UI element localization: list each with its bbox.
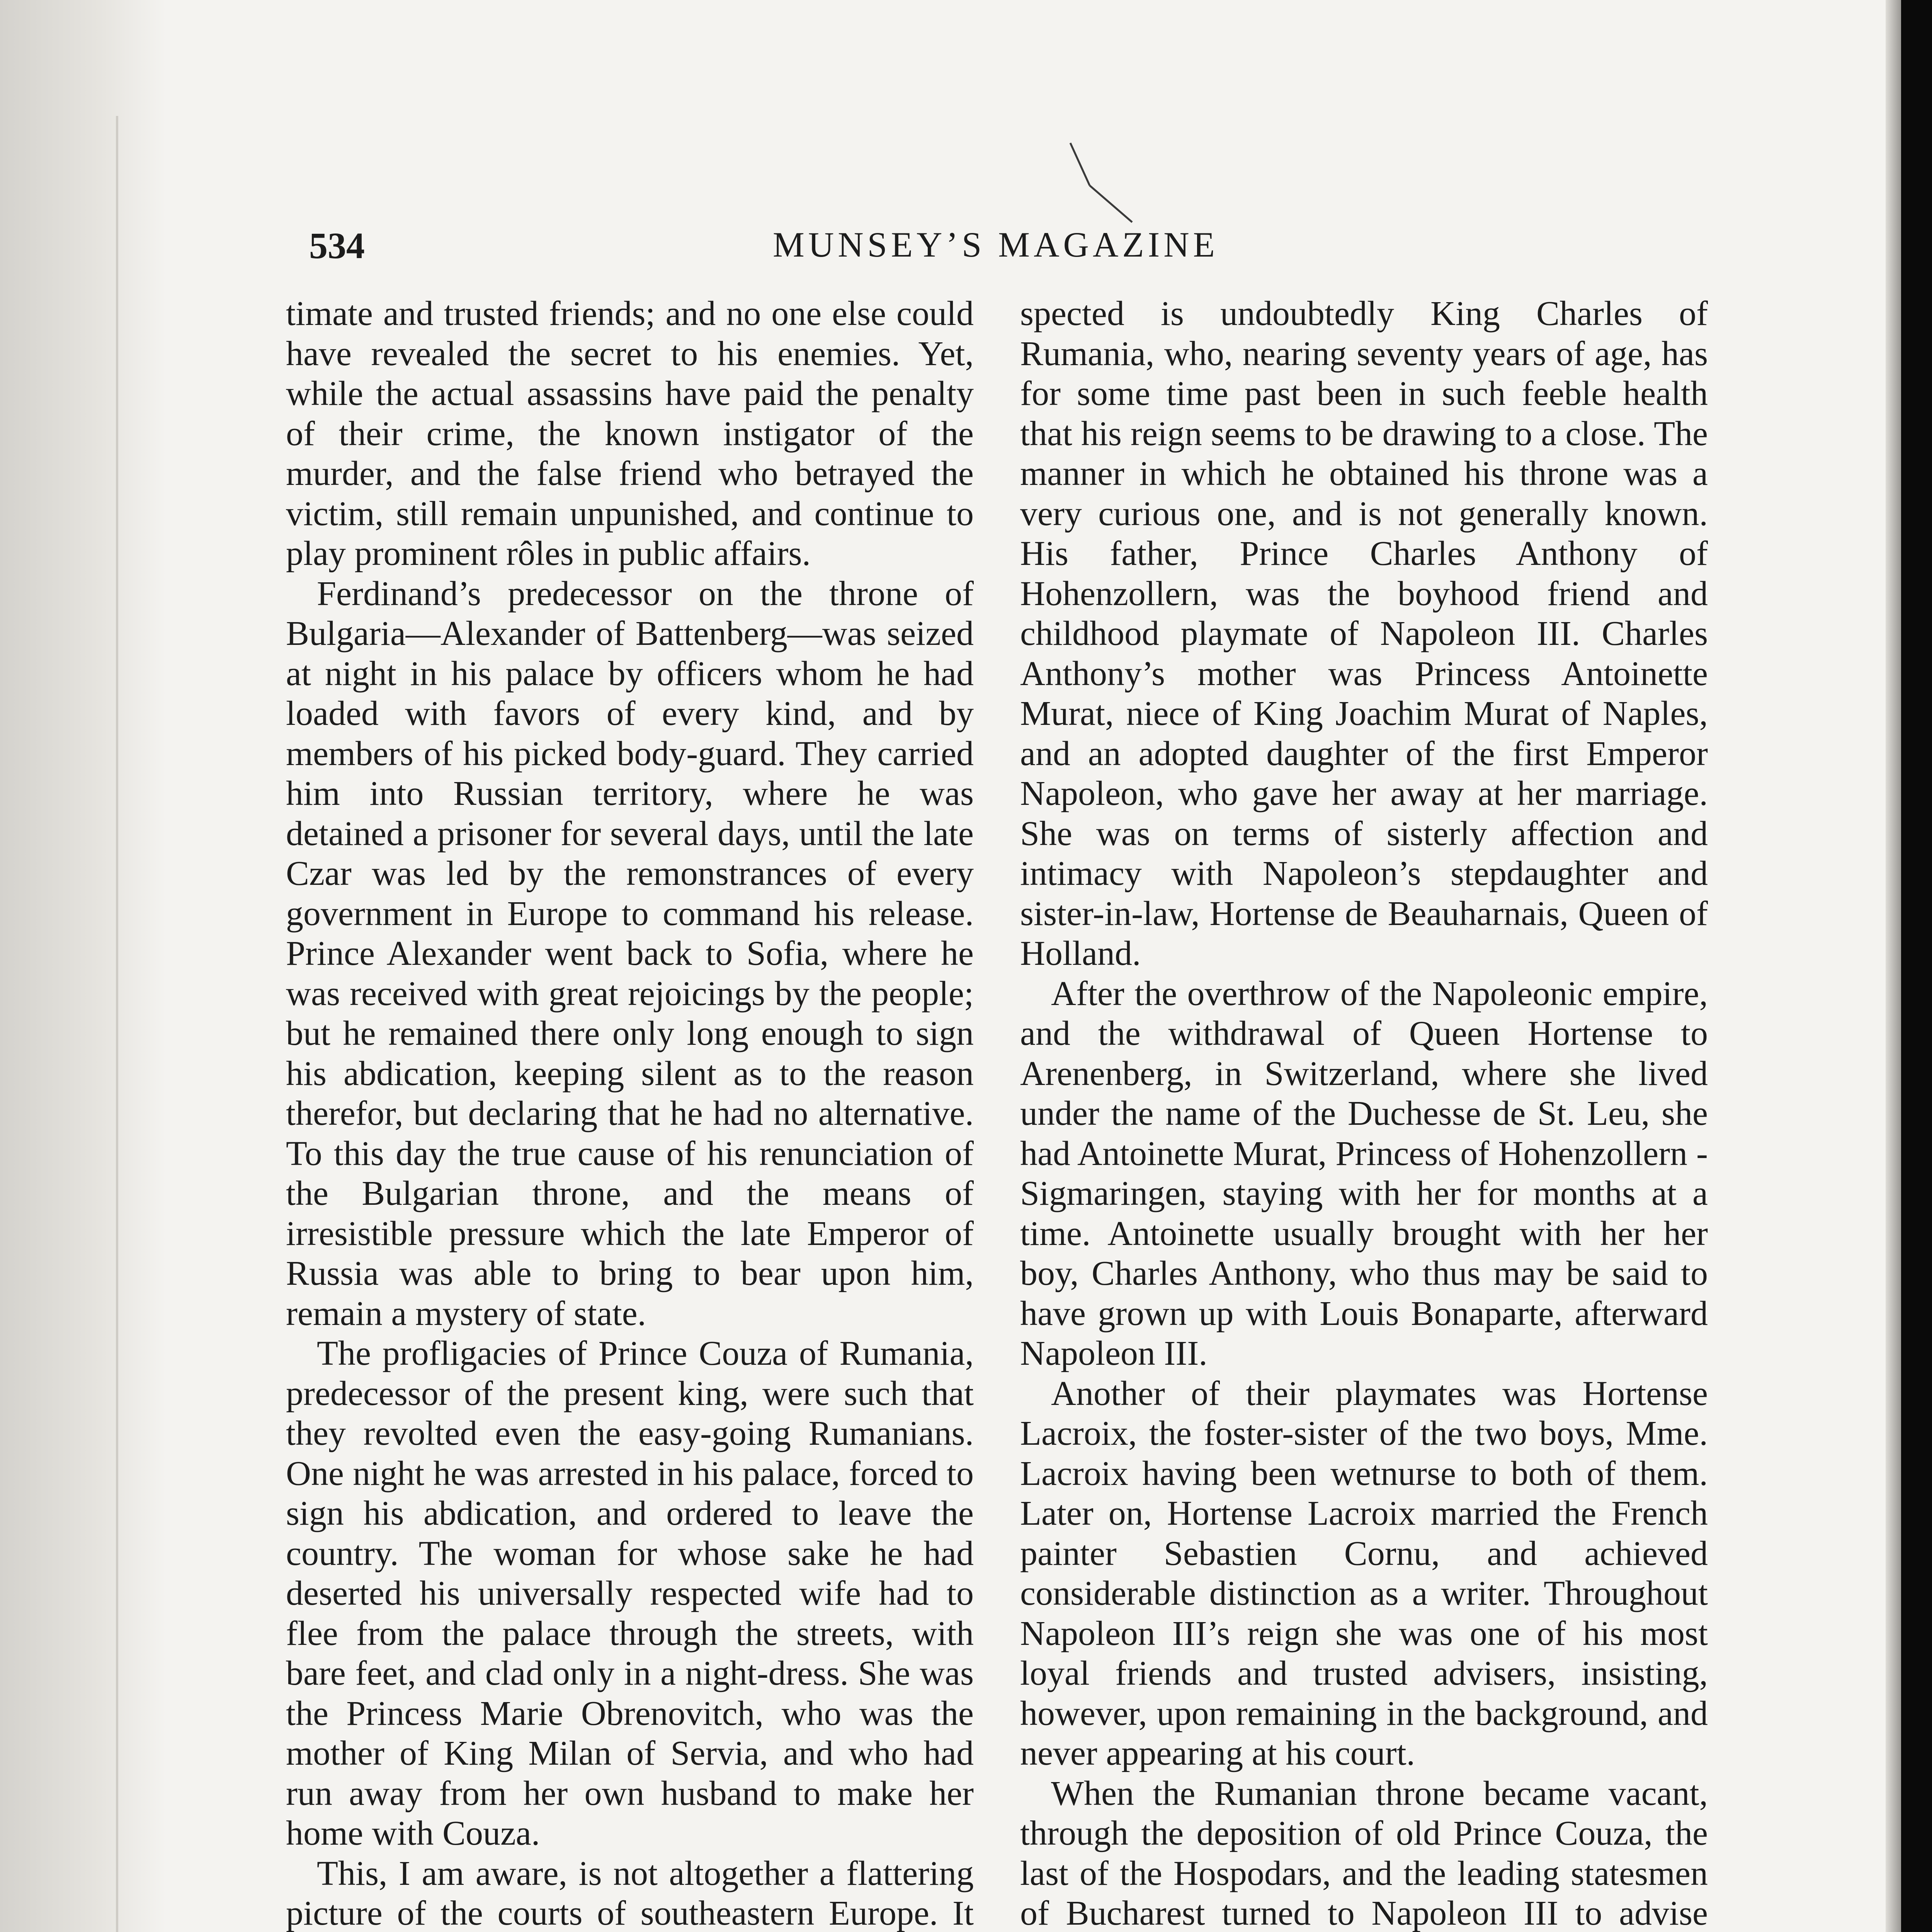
paragraph: Another of their playmates was Hortense Lacroix, the foster-sister of the two boys, Mme. Lacroix having been wetnurse to both of them. Later on, Hortense Lacroix married the French painter Sebastien Cornu, and achieved considerable distinction as a writer. Throughout Napoleon III’s reign she was one of his most loyal friends and trusted advisers, insisting, however, upon remaining in the background, and never appearing at his court. — [1020, 1374, 1708, 1772]
paragraph: spected is undoubtedly King Charles of Rumania, who, nearing seventy years of age, has for some time past been in such feeble health that his reign seems to be drawing to a close. The manner in which he obtained his throne was a very curious one, and is not generally known. His father, Prince Charles Anthony of Hohenzollern, was the boyhood friend and childhood playmate of Napoleon III. Charles Anthony’s mother was Princess Antoinette Murat, niece of King Joachim Murat of Naples, and an adopted daughter of the first Emperor Napoleon, who gave her away at her marriage. She was on terms of sisterly affection and intimacy with Napoleon’s stepdaughter and sister-in-law, Hortense de Beauharnais, Queen of Holland. — [1020, 294, 1708, 973]
page-header — [309, 216, 1716, 270]
paragraph: After the overthrow of the Napoleonic empire, and the withdrawal of Queen Hortense to Arenenberg, in Switzerland, where she lived under the name of the Duchesse de St. Leu, she had Antoinette Murat, Princess of Hohenzollern - Sigmaringen, staying with her for months at a time. Antoinette usually brought with her her boy, Charles Anthony, who thus may be said to have grown up with Louis Bonaparte, afterward Napoleon III. — [1020, 974, 1708, 1372]
fold-mark-icon — [1066, 139, 1136, 224]
binding-line — [116, 116, 118, 1932]
page-number: 534 — [309, 225, 365, 266]
page-gutter-shadow — [0, 0, 166, 1932]
page-edge-shadow — [1886, 0, 1901, 1932]
left-column — [286, 294, 974, 1932]
running-title: MUNSEY’S MAGAZINE — [773, 225, 1219, 264]
paragraph: timate and trusted friends; and no one else could have revealed the secret to his enemies. Yet, while the actual assassins have paid the penalty of their crime, the known instigator of the murder, and the false friend who betrayed the victim, still remain unpunished, and continue to play prominent rôles in public affairs. — [286, 294, 974, 573]
scan-border-right — [1901, 0, 1932, 1932]
paragraph: The profligacies of Prince Couza of Rumania, predecessor of the present king, were such that they revolted even the easy-going Rumanians. One night he was arrested in his palace, forced to sign his abdication, and ordered to leave the country. The woman for whose sake he had deserted his universally respected wife had to flee from the palace through the streets, with bare feet, and clad only in a night-dress. She was the Princess Marie Obrenovitch, who was the mother of King Milan of Servia, and who had run away from her own husband to make her home with Couza. — [286, 1334, 974, 1852]
right-column — [1020, 294, 1708, 1932]
paragraph: This, I am aware, is not altogether a flattering picture of the courts of southeastern Europe. It — [286, 1854, 974, 1932]
paragraph: Ferdinand’s predecessor on the throne of Bulgaria—Alexander of Battenberg—was seized at night in his palace by officers whom he had loaded with favors of every kind, and by members of his picked body-guard. They carried him into Russian territory, where he was detained a prisoner for several days, until the late Czar was led by the remonstrances of every government in Europe to command his release. Prince Alexander went back to Sofia, where he was received with great rejoicings by the people; but he remained there only long enough to sign his abdication, keeping silent as to the reason therefor, but declaring that he had no alternative. To this day the true cause of his renunciation of the Bulgarian throne, and the means of irresistible pressure which the late Emperor of Russia was able to bring to bear upon him, remain a mystery of state. — [286, 574, 974, 1333]
paragraph: When the Rumanian throne became vacant, through the deposition of old Prince Couza, the last of the Hospodars, and the leading statesmen of Bucharest turned to Napoleon III to advise — [1020, 1774, 1708, 1932]
